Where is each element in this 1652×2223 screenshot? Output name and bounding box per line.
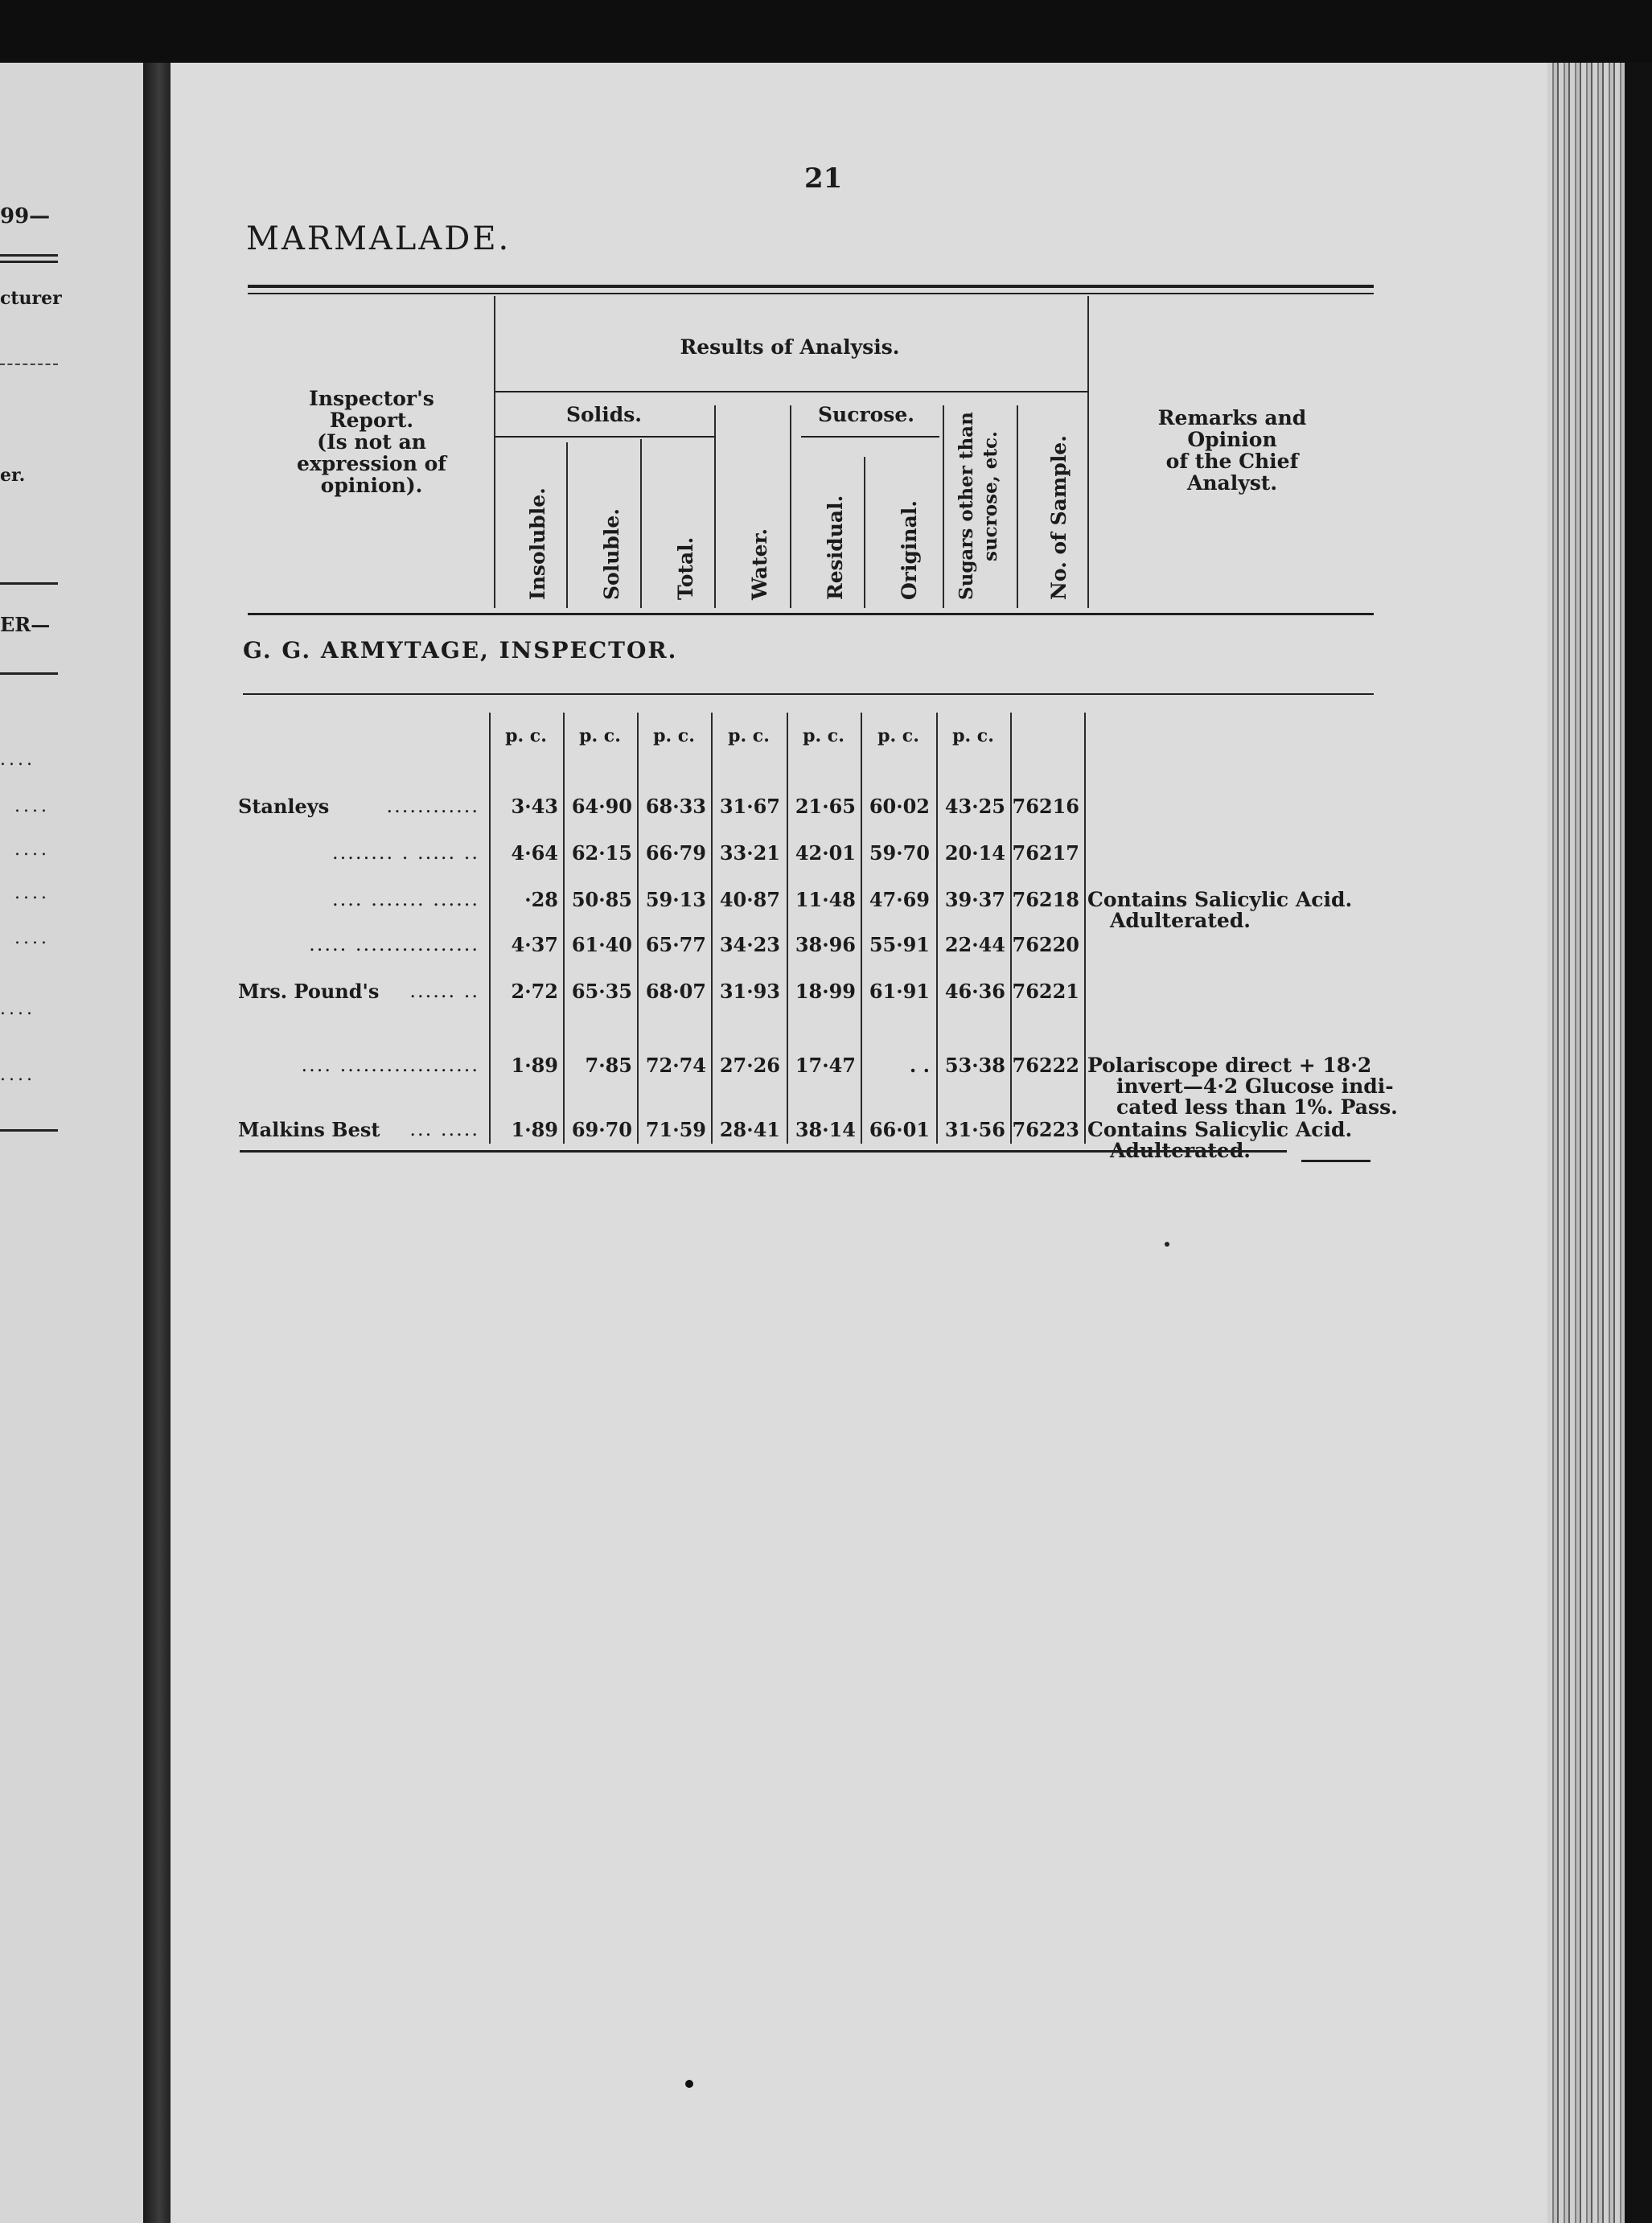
column-divider bbox=[864, 457, 865, 608]
header-line: Opinion bbox=[1187, 428, 1277, 451]
column-label-original: Original. bbox=[898, 500, 921, 600]
value-cell: 68·33 bbox=[645, 795, 706, 818]
header-divider bbox=[494, 296, 495, 608]
sucrose-header: Sucrose. bbox=[818, 403, 914, 426]
header-line: Report. bbox=[329, 409, 414, 432]
results-header: Results of Analysis. bbox=[680, 335, 900, 359]
value-cell: 69·70 bbox=[571, 1118, 632, 1141]
unit-label: p. c. bbox=[952, 725, 994, 746]
value-cell: 22·44 bbox=[944, 933, 1005, 956]
table-bottom-rule bbox=[240, 1150, 1287, 1153]
column-divider bbox=[1010, 713, 1012, 1144]
left-dots: .... bbox=[14, 928, 50, 948]
value-cell: 50·85 bbox=[571, 888, 632, 911]
left-rule bbox=[0, 261, 58, 263]
left-rule bbox=[0, 672, 58, 675]
value-cell: 59·13 bbox=[645, 888, 706, 911]
column-label-insoluble: Insoluble. bbox=[526, 487, 549, 600]
header-line: expression of bbox=[297, 452, 446, 475]
header-line: (Is not an bbox=[317, 430, 426, 454]
remark-line: cated less than 1%. Pass. bbox=[1116, 1095, 1398, 1119]
value-cell: 38·96 bbox=[795, 933, 856, 956]
column-divider bbox=[936, 713, 938, 1144]
value-cell: 38·14 bbox=[795, 1118, 856, 1141]
unit-label: p. c. bbox=[505, 725, 547, 746]
remark-line: Contains Salicylic Acid. bbox=[1087, 888, 1353, 911]
value-cell: 11·48 bbox=[795, 888, 856, 911]
left-fragment-number: 99— bbox=[0, 204, 51, 228]
remark-line: invert—4·2 Glucose indi- bbox=[1116, 1075, 1394, 1098]
value-cell: 47·69 bbox=[869, 888, 930, 911]
row-leader-dots: ............ bbox=[386, 795, 479, 817]
row-leader-dots: .... .................. bbox=[301, 1054, 479, 1076]
section-rule bbox=[243, 693, 1374, 695]
left-rule bbox=[0, 1129, 58, 1132]
sample-number-cell: 76222 bbox=[1012, 1054, 1079, 1077]
sample-number-cell: 76220 bbox=[1012, 933, 1079, 956]
header-divider bbox=[1087, 296, 1089, 608]
column-divider bbox=[637, 713, 639, 1144]
value-cell: 59·70 bbox=[869, 841, 930, 865]
header-line: opinion). bbox=[320, 474, 423, 497]
value-cell: 31·56 bbox=[944, 1118, 1005, 1141]
left-page-fragment bbox=[0, 63, 143, 2223]
value-cell: 60·02 bbox=[869, 795, 930, 818]
remark-line: Adulterated. bbox=[1110, 1139, 1251, 1162]
left-fragment-word: cturer bbox=[0, 288, 62, 309]
column-divider bbox=[1017, 405, 1018, 608]
unit-label: p. c. bbox=[579, 725, 621, 746]
value-cell: 66·01 bbox=[869, 1118, 930, 1141]
column-label-residual: Residual. bbox=[824, 495, 847, 600]
left-dots: .... bbox=[0, 750, 35, 770]
column-label-total: Total. bbox=[674, 536, 697, 600]
row-sample-name: Mrs. Pound's bbox=[238, 980, 380, 1003]
value-cell: 72·74 bbox=[645, 1054, 706, 1077]
column-divider bbox=[790, 405, 791, 608]
value-cell: ·28 bbox=[524, 888, 558, 911]
value-cell: 1·89 bbox=[511, 1118, 558, 1141]
header-line: of the Chief bbox=[1165, 450, 1299, 473]
solids-header: Solids. bbox=[566, 403, 642, 426]
value-cell: 68·07 bbox=[645, 980, 706, 1003]
header-line: Analyst. bbox=[1186, 471, 1278, 495]
column-divider bbox=[861, 713, 862, 1144]
value-cell: 28·41 bbox=[719, 1118, 780, 1141]
column-divider bbox=[566, 442, 568, 608]
left-dots: .... bbox=[14, 796, 50, 816]
page-number: 21 bbox=[804, 162, 843, 195]
remark-line: Contains Salicylic Acid. bbox=[1087, 1118, 1353, 1141]
unit-label: p. c. bbox=[653, 725, 695, 746]
value-cell: 71·59 bbox=[645, 1118, 706, 1141]
left-rule bbox=[0, 364, 58, 365]
ink-speck bbox=[1165, 1242, 1169, 1247]
sample-number-cell: 76216 bbox=[1012, 795, 1079, 818]
row-leader-dots: ... ..... bbox=[409, 1118, 479, 1140]
document-page bbox=[171, 63, 1547, 2223]
row-sample-name: Malkins Best bbox=[238, 1118, 380, 1141]
section-title: MARMALADE. bbox=[246, 220, 512, 257]
left-dots: .... bbox=[14, 883, 50, 903]
inspector-report-header bbox=[267, 388, 476, 496]
header-bottom-rule bbox=[248, 613, 1374, 615]
row-leader-dots: ...... .. bbox=[409, 980, 479, 1002]
header-line: Remarks and bbox=[1157, 406, 1307, 429]
unit-label: p. c. bbox=[728, 725, 770, 746]
column-divider bbox=[943, 405, 944, 608]
value-cell: 46·36 bbox=[944, 980, 1005, 1003]
value-cell: 7·85 bbox=[585, 1054, 632, 1077]
left-dots: .... bbox=[0, 1065, 35, 1085]
left-dots: .... bbox=[14, 840, 50, 860]
value-cell: 61·40 bbox=[571, 933, 632, 956]
value-cell: 55·91 bbox=[869, 933, 930, 956]
page-edge-stack bbox=[1547, 63, 1652, 2223]
sample-number-cell: 76221 bbox=[1012, 980, 1079, 1003]
value-cell: 4·64 bbox=[511, 841, 558, 865]
column-divider bbox=[787, 713, 788, 1144]
column-label-sample-no: No. of Sample. bbox=[1047, 435, 1071, 600]
value-cell: 42·01 bbox=[795, 841, 856, 865]
value-cell: 18·99 bbox=[795, 980, 856, 1003]
value-cell: 65·77 bbox=[645, 933, 706, 956]
value-cell: 43·25 bbox=[944, 795, 1005, 818]
column-label-water: Water. bbox=[748, 528, 771, 600]
value-cell: 20·14 bbox=[944, 841, 1005, 865]
book-gutter bbox=[143, 63, 171, 2223]
inspector-heading: G. G. ARMYTAGE, INSPECTOR. bbox=[243, 637, 678, 664]
left-dots: .... bbox=[0, 999, 35, 1019]
value-cell: 33·21 bbox=[719, 841, 780, 865]
row-leader-dots: ..... ................ bbox=[309, 933, 479, 955]
header-line: Inspector's bbox=[309, 387, 434, 410]
results-rule bbox=[495, 391, 1087, 392]
left-rule bbox=[0, 582, 58, 585]
column-label-sugars-cont: sucrose, etc. bbox=[980, 431, 1001, 561]
value-cell: 40·87 bbox=[719, 888, 780, 911]
value-cell: 53·38 bbox=[944, 1054, 1005, 1077]
remark-line: Polariscope direct + 18·2 bbox=[1087, 1054, 1372, 1077]
value-cell: 21·65 bbox=[795, 795, 856, 818]
column-divider bbox=[714, 405, 716, 608]
column-divider bbox=[640, 439, 642, 608]
value-cell: 34·23 bbox=[719, 933, 780, 956]
row-leader-dots: ........ . ..... .. bbox=[332, 841, 479, 864]
remark-line: Adulterated. bbox=[1110, 909, 1251, 932]
value-cell: 4·37 bbox=[511, 933, 558, 956]
sucrose-rule bbox=[801, 436, 939, 438]
value-cell: 31·93 bbox=[719, 980, 780, 1003]
row-leader-dots: .... ....... ...... bbox=[332, 888, 479, 910]
left-fragment-word: ER— bbox=[0, 613, 51, 636]
value-cell: 3·43 bbox=[511, 795, 558, 818]
table-top-rule bbox=[248, 285, 1374, 288]
value-cell: 61·91 bbox=[869, 980, 930, 1003]
table-top-rule bbox=[248, 293, 1374, 294]
value-cell: 65·35 bbox=[571, 980, 632, 1003]
column-label-sugars: Sugars other than bbox=[955, 412, 977, 600]
unit-label: p. c. bbox=[803, 725, 844, 746]
value-cell: 27·26 bbox=[719, 1054, 780, 1077]
value-cell: 1·89 bbox=[511, 1054, 558, 1077]
remarks-header bbox=[1112, 407, 1353, 494]
sample-number-cell: 76218 bbox=[1012, 888, 1079, 911]
column-divider bbox=[489, 713, 491, 1144]
sample-number-cell: 76223 bbox=[1012, 1118, 1079, 1141]
left-fragment-word: er. bbox=[0, 465, 26, 486]
value-cell: 2·72 bbox=[511, 980, 558, 1003]
sample-number-cell: 76217 bbox=[1012, 841, 1079, 865]
value-cell: 39·37 bbox=[944, 888, 1005, 911]
row-sample-name: Stanleys bbox=[238, 795, 330, 818]
column-label-soluble: Soluble. bbox=[600, 508, 623, 600]
table-bottom-rule bbox=[1301, 1160, 1371, 1162]
value-cell: 31·67 bbox=[719, 795, 780, 818]
column-divider bbox=[711, 713, 713, 1144]
value-cell: 64·90 bbox=[571, 795, 632, 818]
value-cell: 17·47 bbox=[795, 1054, 856, 1077]
column-divider bbox=[563, 713, 565, 1144]
value-cell: . . bbox=[909, 1054, 930, 1077]
ink-speck bbox=[685, 2080, 693, 2088]
unit-label: p. c. bbox=[877, 725, 919, 746]
solids-rule bbox=[495, 436, 714, 438]
left-rule bbox=[0, 254, 58, 257]
value-cell: 66·79 bbox=[645, 841, 706, 865]
column-divider bbox=[1084, 713, 1086, 1144]
value-cell: 62·15 bbox=[571, 841, 632, 865]
